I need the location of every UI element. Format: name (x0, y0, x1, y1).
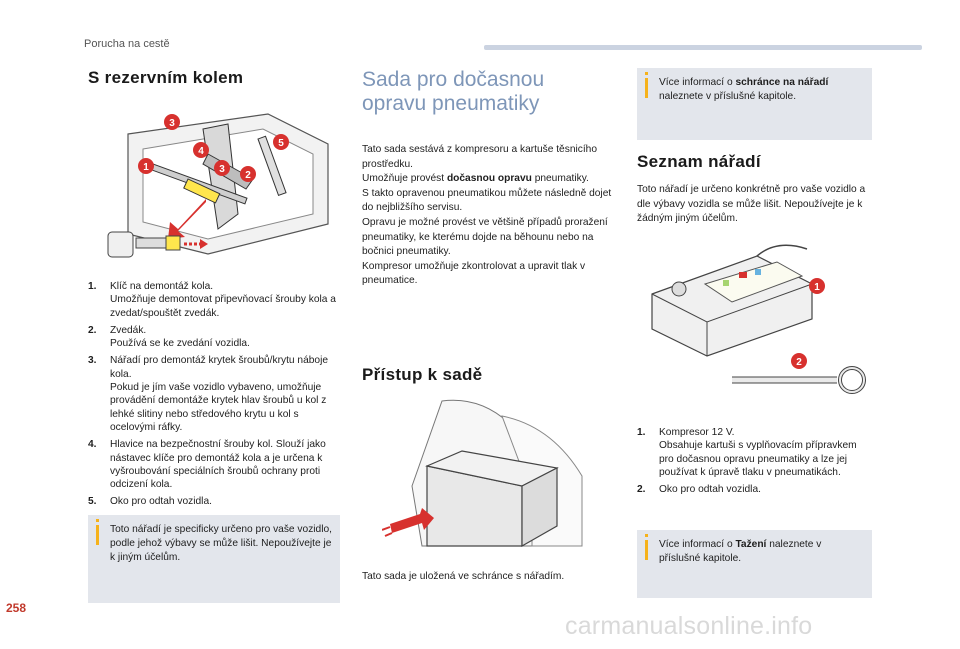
callout-3a (164, 114, 180, 130)
svg-text:2: 2 (796, 357, 802, 368)
running-header: Porucha na cestě (84, 38, 170, 50)
tool-list-intro: Toto nářadí je určeno konkrétně pro vaše vozidlo a dle výbavy vozidla se může lišit. Nepoužívejte je k žádným jiným účelům. (637, 184, 866, 225)
watermark: carmanualsonline.info (565, 612, 813, 640)
list-item: 3. Nářadí pro demontáž krytek šroubů/krytu náboje kola. Pokud je jím vaše vozidlo vybaveno, umožňuje provádění demontáže krytek hlav šroubů u kol z lehké slitiny nebo středového krytu u kol s ocelovými ráfky. (88, 355, 329, 433)
section-title-access: Přístup k sadě (362, 365, 483, 384)
svg-text:5: 5 (278, 138, 284, 149)
info-icon (645, 534, 648, 537)
page-number: 258 (6, 601, 27, 615)
seat-storage-illustration (382, 396, 602, 548)
svg-text:1: 1 (143, 162, 149, 173)
svg-text:4: 4 (198, 146, 204, 157)
svg-text:1: 1 (814, 282, 820, 293)
tool-list-compressor (637, 426, 872, 500)
info-icon (645, 72, 648, 75)
callout-1 (138, 158, 154, 174)
storage-caption: Tato sada je uložená ve schránce s nářadím. (362, 571, 565, 582)
callout-3b (214, 160, 230, 176)
list-item: 1. Kompresor 12 V. Obsahuje kartuši s vyplňovacím přípravkem pro dočasnou opravu pneumatiky a lze jej používat k úpravě tlaku v pneumatikách. (637, 427, 857, 478)
callout-2 (240, 166, 256, 182)
header-bar (484, 45, 922, 50)
info-note-towing: Více informací o Tažení naleznete v příslušné kapitole. (637, 530, 872, 598)
para-1: Tato sada sestává z kompresoru a kartuše těsnicího prostředku. (362, 144, 597, 170)
info-note-tools: Toto nářadí je specificky určeno pro vaše vozidlo, podle jehož výbavy se může lišit. Nepoužívejte je k jiným účelům. (88, 515, 340, 603)
list-item: 4. Hlavice na bezpečnostní šrouby kol. Slouží jako nástavec klíče pro demontáž kola a je určena k vyšroubování speciálních šroubů ochrany proti odcizení kola. (88, 439, 326, 491)
callout-4 (193, 142, 209, 158)
svg-text:3: 3 (219, 164, 225, 175)
callout-5 (273, 134, 289, 150)
para-5: Kompresor umožňuje zkontrolovat a upravit tlak v pneumatice. (362, 260, 586, 287)
list-item: 5. Oko pro odtah vozidla. (88, 496, 212, 508)
svg-text:2: 2 (245, 170, 251, 181)
para-4: Opravu je možné provést ve většině případů proražení pneumatiky, ke kterému dojde na běhounu nebo na bočnici pneumatiky. (362, 216, 608, 258)
callout-2 (791, 353, 807, 369)
list-item: 2. Oko pro odtah vozidla. (637, 484, 761, 496)
svg-text:3: 3 (169, 118, 175, 129)
list-item: 2. Zvedák. Používá se ke zvedání vozidla. (88, 324, 250, 350)
info-icon (96, 519, 99, 522)
section-title-spare-wheel: S rezervním kolem (88, 68, 244, 87)
para-2: Umožňuje provést dočasnou opravu pneumatiky. (362, 173, 589, 185)
compressor-illustration (637, 244, 872, 396)
section-title-repair-kit: Sada pro dočasnou opravu pneumatiky (362, 68, 545, 115)
toolbox-illustration (88, 104, 338, 264)
list-item: 1. Klíč na demontáž kola. Umožňuje demontovat připevňovací šrouby kola a zvedat/spouštět zvedák. (88, 281, 336, 319)
para-3: S takto opravenou pneumatikou můžete následně dojet do nejbližšího servisu. (362, 187, 612, 214)
repair-kit-description (362, 143, 622, 289)
callout-1 (809, 278, 825, 294)
tool-list-spare-wheel (88, 280, 340, 513)
section-title-tool-list: Seznam nářadí (637, 152, 761, 171)
info-note-toolbox: Více informací o schránce na nářadí naleznete v příslušné kapitole. (637, 68, 872, 140)
